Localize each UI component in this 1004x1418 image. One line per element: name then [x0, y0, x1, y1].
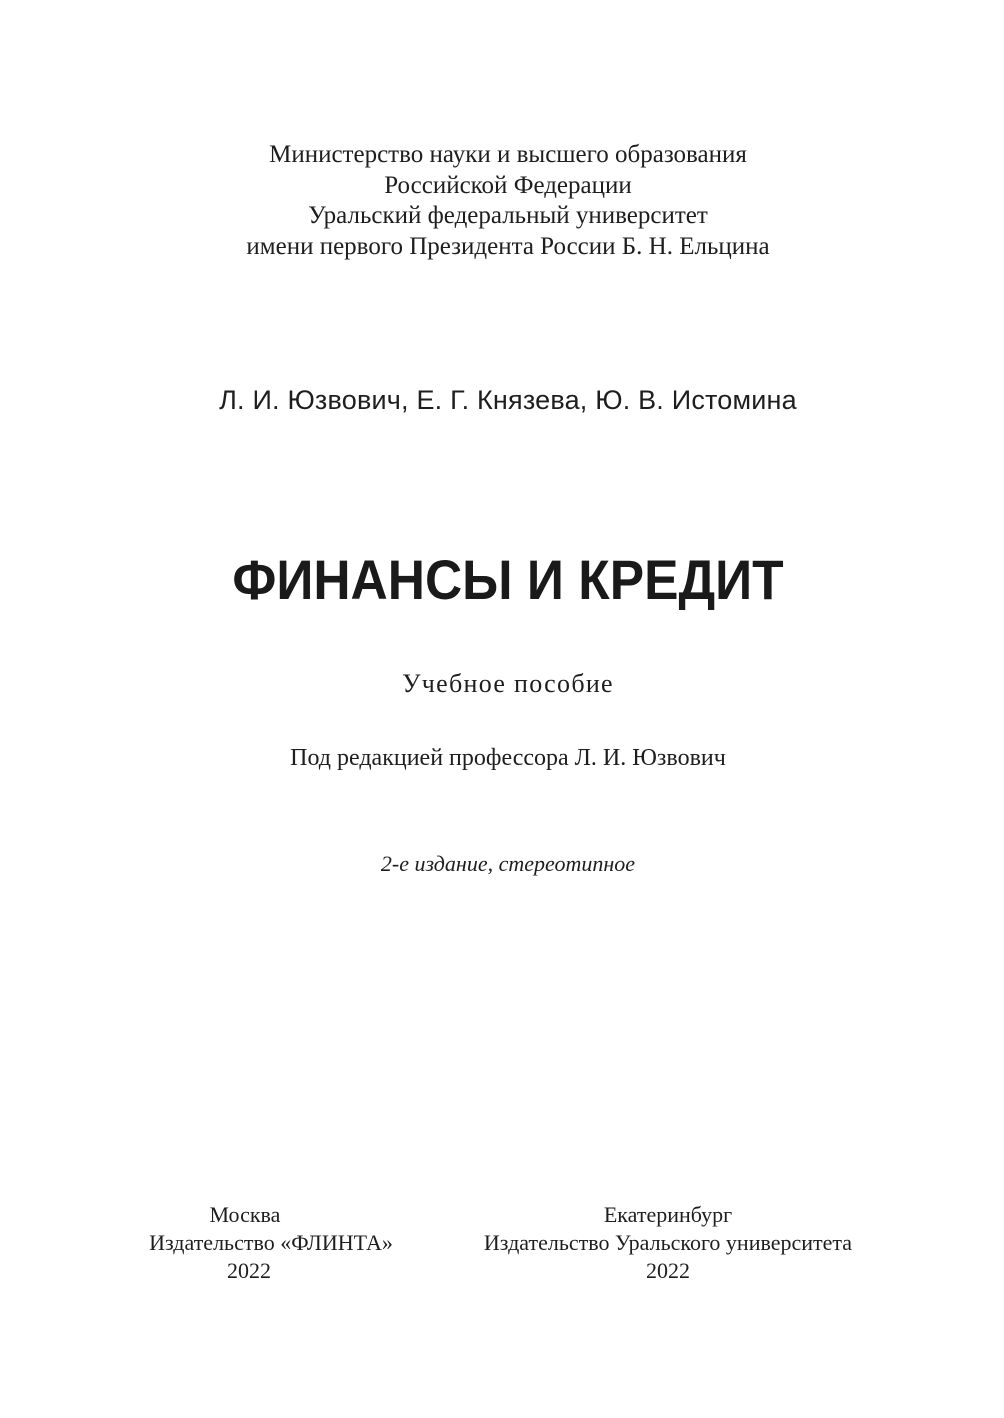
imprint-year: 2022 — [227, 1258, 271, 1283]
imprint-year: 2022 — [646, 1258, 690, 1283]
editor-line: Под редакцией профессора Л. И. Юзвович — [290, 745, 726, 771]
institution-block — [0, 140, 1004, 262]
institution-line: имени первого Президента России Б. Н. Ельцина — [246, 232, 770, 260]
imprint-moscow — [140, 1201, 402, 1285]
imprint-ekaterinburg — [472, 1201, 864, 1285]
book-title: ФИНАНСЫ И КРЕДИТ — [232, 548, 784, 611]
imprint-publisher: Издательство Уральского университета — [483, 1230, 853, 1255]
imprint-city: Москва — [209, 1202, 281, 1227]
book-subtitle: Учебное пособие — [402, 669, 614, 698]
institution-line: Министерство науки и высшего образования — [269, 141, 747, 168]
institution-line: Уральский федеральный университет — [308, 202, 708, 229]
imprint-city: Екатеринбург — [603, 1202, 733, 1227]
authors: Л. И. Юзвович, Е. Г. Князева, Ю. В. Истомина — [219, 385, 797, 415]
institution-line: Российской Федерации — [384, 171, 632, 199]
edition-line: 2-е издание, стереотипное — [380, 851, 636, 876]
imprint-publisher: Издательство «ФЛИНТА» — [149, 1230, 393, 1255]
